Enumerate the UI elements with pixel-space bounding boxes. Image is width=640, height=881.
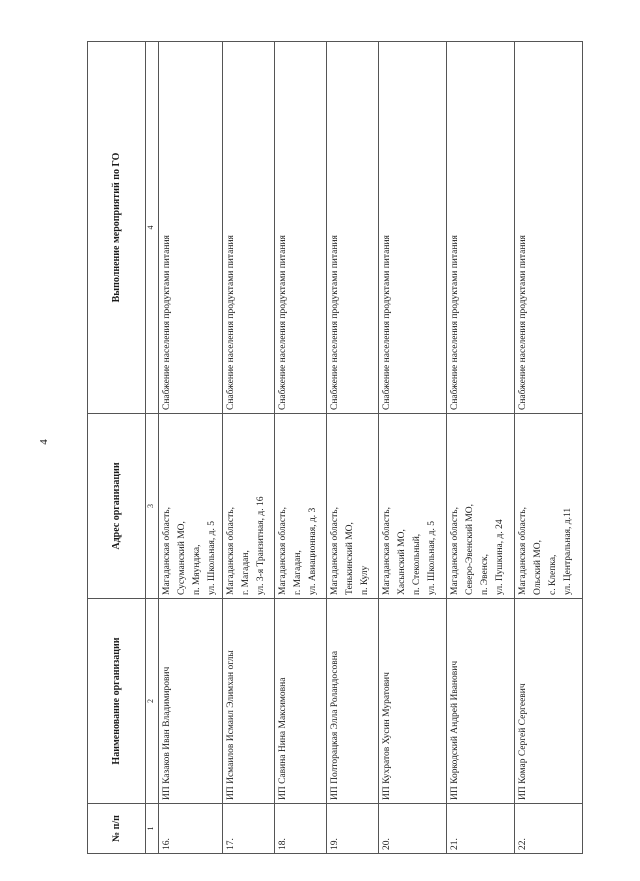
organization-name: ИП Савина Нина Максимовна xyxy=(275,599,327,804)
address-line: ул. Пушкина, д. 24 xyxy=(495,519,505,595)
address-line: Магаданская область, xyxy=(382,507,392,595)
organization-name: ИП Комар Сергей Сергеевич xyxy=(515,599,583,804)
civil-defense-task: Снабжение населения продуктами питания xyxy=(223,42,275,414)
landscape-table-frame xyxy=(87,42,582,854)
header-organization-name: Наименование организации xyxy=(88,599,146,804)
table-row xyxy=(159,42,223,854)
address-line: п. Мяунджа, xyxy=(192,544,202,595)
organization-address xyxy=(515,414,583,599)
table-body xyxy=(159,42,583,854)
table-row xyxy=(223,42,275,854)
column-number: 2 xyxy=(146,599,159,804)
organization-address xyxy=(159,414,223,599)
address-line: п. Кулу xyxy=(360,565,370,595)
civil-defense-task: Снабжение населения продуктами питания xyxy=(515,42,583,414)
row-number: 21. xyxy=(447,804,515,854)
address-line: Магаданская область, xyxy=(278,507,288,595)
address-line: Магаданская область, xyxy=(450,507,460,595)
organization-address xyxy=(379,414,447,599)
address-line: Магаданская область, xyxy=(330,507,340,595)
header-organization-address: Адрес организации xyxy=(88,414,146,599)
organization-name: ИП Полторацкая Элла Роландосовна xyxy=(327,599,379,804)
column-number: 3 xyxy=(146,414,159,599)
organization-name: ИП Коркодский Андрей Иванович xyxy=(447,599,515,804)
address-line: г. Магадан, xyxy=(241,550,251,595)
organization-address xyxy=(275,414,327,599)
civil-defense-task: Снабжение населения продуктами питания xyxy=(447,42,515,414)
organization-address xyxy=(447,414,515,599)
address-line: Магаданская область, xyxy=(518,507,528,595)
address-line: с. Клепка, xyxy=(548,554,558,595)
address-line: Ольский МО, xyxy=(533,540,543,595)
address-line: Хасынский МО, xyxy=(397,529,407,595)
civil-defense-task: Снабжение населения продуктами питания xyxy=(159,42,223,414)
table-header-row xyxy=(88,42,146,854)
organizations-table xyxy=(87,41,583,854)
address-line: п. Эвенск, xyxy=(480,553,490,595)
table-row xyxy=(379,42,447,854)
column-number: 1 xyxy=(146,804,159,854)
row-number: 20. xyxy=(379,804,447,854)
address-line: ул. 3-я Транзитная, д. 16 xyxy=(256,496,266,595)
address-line: п. Стекольный, xyxy=(412,533,422,595)
rotated-table-container xyxy=(87,42,582,854)
address-line: Сусуманский МО, xyxy=(177,521,187,595)
row-number: 16. xyxy=(159,804,223,854)
civil-defense-task: Снабжение населения продуктами питания xyxy=(379,42,447,414)
civil-defense-task: Снабжение населения продуктами питания xyxy=(327,42,379,414)
organization-address xyxy=(223,414,275,599)
civil-defense-task: Снабжение населения продуктами питания xyxy=(275,42,327,414)
page-number: 4 xyxy=(37,439,50,445)
column-number-row xyxy=(146,42,159,854)
address-line: Северо-Эвенский МО, xyxy=(465,503,475,595)
address-line: Тенькинский МО, xyxy=(345,522,355,595)
row-number: 18. xyxy=(275,804,327,854)
address-line: Магаданская область, xyxy=(162,507,172,595)
header-number: № п/п xyxy=(88,804,146,854)
address-line: ул. Авиационная, д. 3 xyxy=(308,507,318,595)
table-row xyxy=(275,42,327,854)
table-row xyxy=(515,42,583,854)
table-row xyxy=(327,42,379,854)
address-line: г. Магадан, xyxy=(293,550,303,595)
row-number: 19. xyxy=(327,804,379,854)
address-line: ул. Школьная, д. 5 xyxy=(207,521,217,595)
organization-name: ИП Казаков Иван Владимирович xyxy=(159,599,223,804)
table-row xyxy=(447,42,515,854)
row-number: 22. xyxy=(515,804,583,854)
column-number: 4 xyxy=(146,42,159,414)
row-number: 17. xyxy=(223,804,275,854)
organization-address xyxy=(327,414,379,599)
header-civil-defense-tasks: Выполнение мероприятий по ГО xyxy=(88,42,146,414)
address-line: Магаданская область, xyxy=(226,507,236,595)
organization-name: ИП Исмаилов Исмаил Элимхан оглы xyxy=(223,599,275,804)
address-line: ул. Школьная, д. 5 xyxy=(427,521,437,595)
address-line: ул. Центральная, д.11 xyxy=(563,507,573,595)
organization-name: ИП Кухратов Хусин Муратович xyxy=(379,599,447,804)
